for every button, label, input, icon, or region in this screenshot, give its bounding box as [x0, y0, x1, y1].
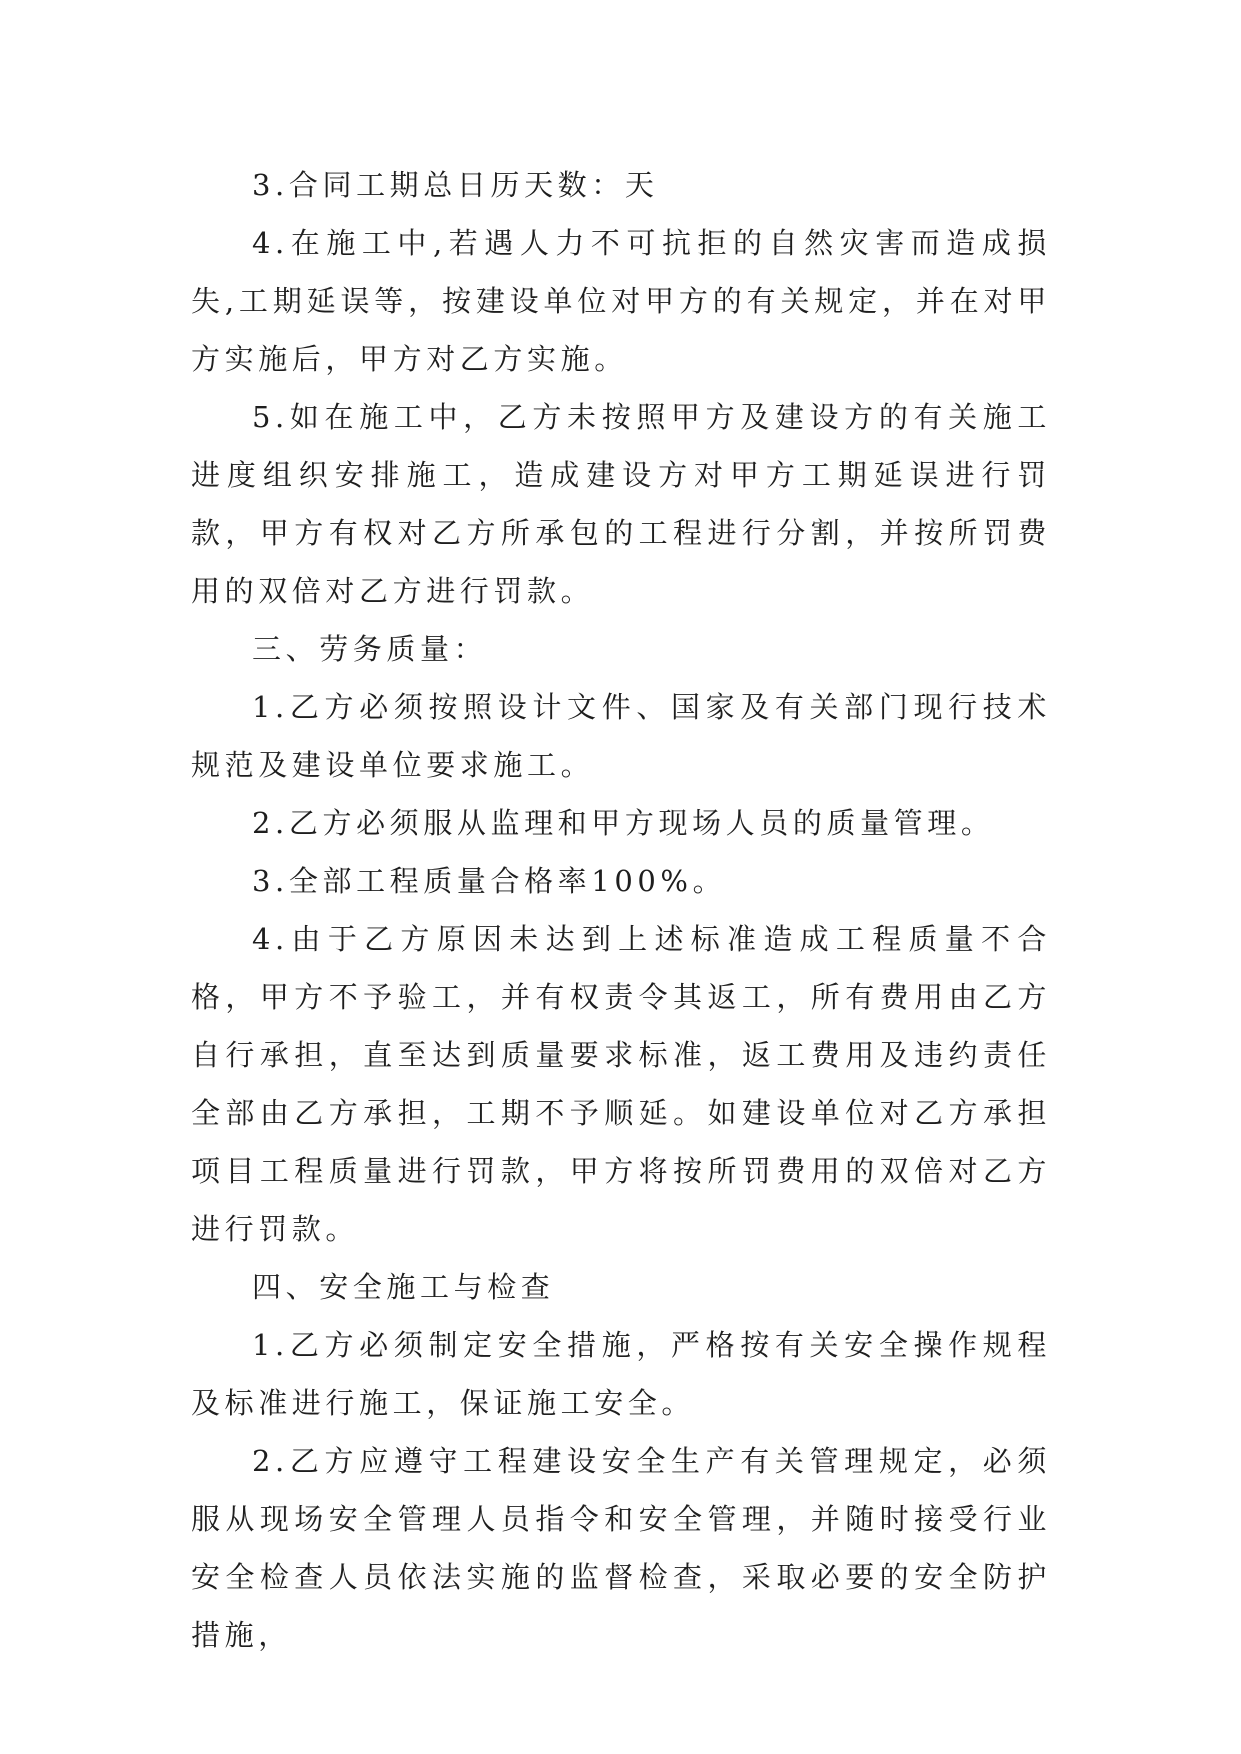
paragraph-contract-duration: 3.合同工期总日历天数：天 [252, 168, 659, 202]
paragraph-delay-penalty: 5.如在施工中，乙方未按照甲方及建设方的有关施工进度组织安排施工，造成建设方对甲方工期延误进行罚款，甲方有权对乙方所承包的工程进行分割，并按所罚费用的双倍对乙方进行罚款。 [191, 400, 1051, 608]
paragraph-force-majeure: 4.在施工中,若遇人力不可抗拒的自然灾害而造成损失,工期延误等，按建设单位对甲方的有关规定，并在对甲方实施后，甲方对乙方实施。 [191, 226, 1051, 376]
paragraph-quality-supervision: 2.乙方必须服从监理和甲方现场人员的质量管理。 [252, 806, 995, 840]
paragraph-pass-rate: 3.全部工程质量合格率100%。 [252, 864, 727, 898]
paragraph-quality-standards: 1.乙方必须按照设计文件、国家及有关部门现行技术规范及建设单位要求施工。 [191, 690, 1051, 782]
paragraph-safety-compliance: 2.乙方应遵守工程建设安全生产有关管理规定，必须服从现场安全管理人员指令和安全管理，并随时接受行业安全检查人员依法实施的监督检查，采取必要的安全防护措施， [191, 1444, 1051, 1652]
section-heading-safety: 四、安全施工与检查 [252, 1270, 555, 1304]
paragraph-safety-measures: 1.乙方必须制定安全措施，严格按有关安全操作规程及标准进行施工，保证施工安全。 [191, 1328, 1051, 1420]
section-heading-labor-quality: 三、劳务质量： [252, 632, 488, 666]
document-body [191, 156, 1051, 1664]
paragraph-quality-failure: 4.由于乙方原因未达到上述标准造成工程质量不合格，甲方不予验工，并有权责令其返工，所有费用由乙方自行承担，直至达到质量要求标准，返工费用及违约责任全部由乙方承担，工期不予顺延。如建设单位对乙方承担项目工程质量进行罚款，甲方将按所罚费用的双倍对乙方进行罚款。 [191, 922, 1051, 1246]
